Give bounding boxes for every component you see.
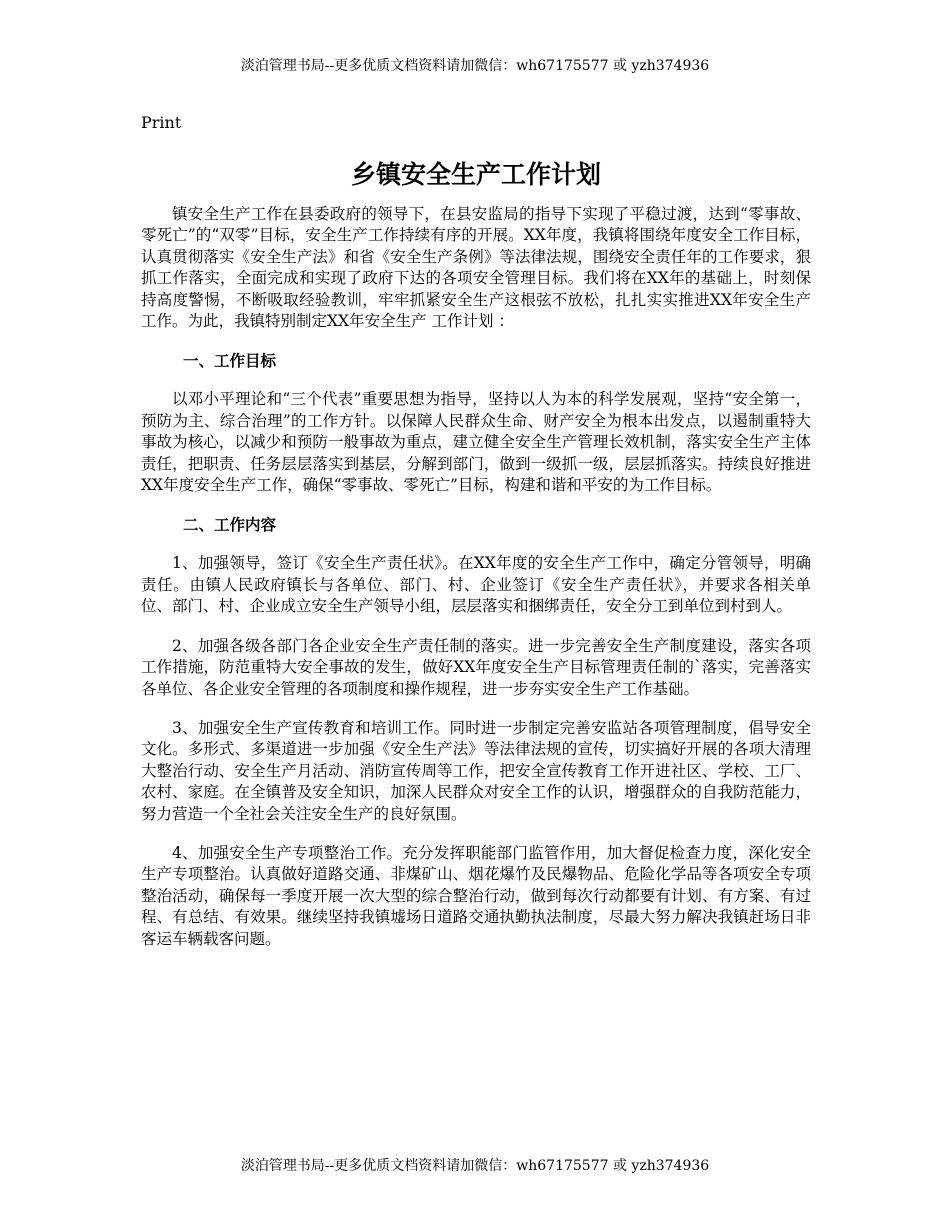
document-title: 乡镇安全生产工作计划	[350, 160, 601, 189]
section-heading-content: 二、工作内容	[183, 516, 277, 535]
content-item: 3、加强安全生产宣传教育和培训工作。同时进一步制定完善安监站各项管理制度，倡导安全文化。多形式、多渠道进一步加强《安全生产法》等法律法规的宣传，切实搞好开展的各项大清理大整治行动、安全生产月活动、消防宣传周等工作，把安全宣传教育工作开进社区、学校、工厂、农村、家庭。在全镇普及安全知识，加深人民群众对安全工作的认识，增强群众的自我防范能力，努力营造一个全社会关注安全生产的良好氛围。	[141, 718, 811, 823]
content-item: 4、加强安全生产专项整治工作。充分发挥职能部门监管作用，加大督促检查力度，深化安全生产专项整治。认真做好道路交通、非煤矿山、烟花爆竹及民爆物品、危险化学品等各项安全专项整治活动，确保每一季度开展一次大型的综合整治行动，做到每次行动都要有计划、有方案、有过程、有总结、有效果。继续坚持我镇墟场日道路交通执勤执法制度，尽最大努力解决我镇赶场日非客运车辆载客问题。	[141, 843, 811, 948]
section-heading-goals: 一、工作目标	[183, 352, 277, 371]
page-footer: 淡泊管理书局--更多优质文档资料请加微信：wh67175577 或 yzh374936	[240, 1158, 710, 1174]
print-label: Print	[141, 113, 182, 132]
content-item: 1、加强领导，签订《安全生产责任状》。在XX年度的安全生产工作中，确定分管领导，明确责任。由镇人民政府镇长与各单位、部门、村、企业签订《安全生产责任状》，并要求各相关单位、部门、村、企业成立安全生产领导小组，层层落实和捆绑责任，安全分工到单位到村到人。	[141, 554, 811, 616]
intro-paragraph: 镇安全生产工作在县委政府的领导下，在县安监局的指导下实现了平稳过渡，达到“零事故、零死亡”的“双零”目标，安全生产工作持续有序的开展。XX年度，我镇将围绕年度安全工作目标，认真贯彻落实《安全生产法》和省《安全生产条例》等法律法规，围绕安全责任年的工作要求，狠抓工作落实，全面完成和实现了政府下达的各项安全管理目标。我们将在XX年的基础上，时刻保持高度警惕，不断吸取经验教训，牢牢抓紧安全生产这根弦不放松，扎扎实实推进XX年安全生产工作。为此，我镇特别制定XX年安全生产 工作计划 ：	[141, 205, 811, 331]
content-item: 2、加强各级各部门各企业安全生产责任制的落实。进一步完善安全生产制度建设，落实各项工作措施，防范重特大安全事故的发生，做好XX年度安全生产目标管理责任制的`落实，完善落实各单位、各企业安全管理的各项制度和操作规程，进一步夯实安全生产工作基础。	[141, 636, 811, 698]
page-header: 淡泊管理书局--更多优质文档资料请加微信：wh67175577 或 yzh374936	[240, 58, 710, 74]
document-body	[141, 112, 811, 968]
goals-paragraph: 以邓小平理论和“三个代表”重要思想为指导，坚持以人为本的科学发展观，坚持“安全第一，预防为主、综合治理”的工作方针。以保障人民群众生命、财产安全为根本出发点，以遏制重特大事故为核心，以减少和预防一般事故为重点，建立健全安全生产管理长效机制，落实安全生产主体责任，把职责、任务层层落实到基层，分解到部门，做到一级抓一级，层层抓落实。持续良好推进XX年度安全生产工作，确保“零事故、零死亡”目标，构建和谐和平安的为工作目标。	[141, 390, 811, 495]
